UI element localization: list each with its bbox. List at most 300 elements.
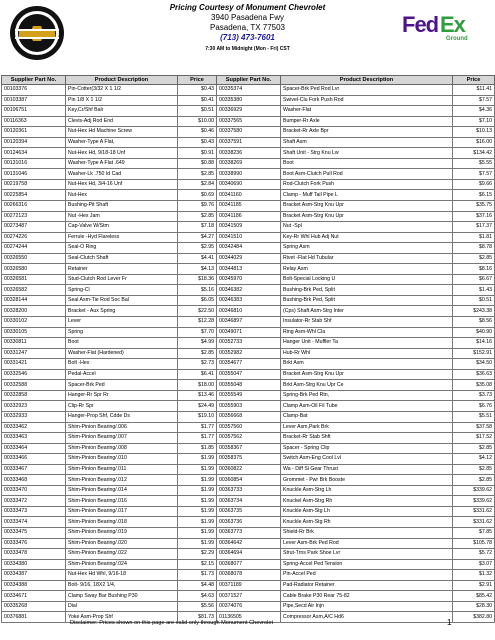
table-row <box>2 169 495 180</box>
table-row <box>2 443 495 454</box>
price-cell: $1.43 <box>453 285 495 296</box>
description-cell: Swivel-Clu Fork Push Rod <box>281 95 453 106</box>
price-cell: $2.85 <box>453 443 495 454</box>
price-cell: $1.99 <box>178 485 217 496</box>
description-cell: Bracket Asm-Strg Knu Upr <box>281 211 453 222</box>
price-cell: $85.42 <box>453 591 495 602</box>
part-number-cell: 00334387 <box>2 570 66 581</box>
description-cell: Hub-Rr Whl <box>281 348 453 359</box>
price-cell: $17.52 <box>453 433 495 444</box>
price-cell: $1.99 <box>178 475 217 486</box>
table-row <box>2 95 495 106</box>
price-cell: $37.16 <box>453 211 495 222</box>
price-cell: $152.91 <box>453 348 495 359</box>
description-cell: Lever <box>66 317 178 328</box>
fedex-logo-ex: Ex <box>440 12 465 37</box>
description-cell: Lever Asm,Park Brk <box>281 422 453 433</box>
description-cell: Spring Asm <box>281 243 453 254</box>
table-row <box>2 348 495 359</box>
description-cell: Washer-Type A Flat .649 <box>66 158 178 169</box>
description-cell: Shim-Pinion Bearing/.020 <box>66 538 178 549</box>
price-cell: $13.46 <box>178 390 217 401</box>
column-header-description: Product Description <box>66 76 178 85</box>
part-number-cell: 00341185 <box>217 201 281 212</box>
description-cell: Shield-Rr Brk <box>281 527 453 538</box>
part-number-cell: 00344813 <box>217 264 281 275</box>
table-header-row <box>2 76 495 85</box>
description-cell: Pin-Cotter(3/32 X 1 1/2 <box>66 85 178 96</box>
part-number-cell: 00336929 <box>217 106 281 117</box>
part-number-cell: 00334380 <box>2 559 66 570</box>
price-cell: $3.07 <box>453 559 495 570</box>
price-cell: $339.62 <box>453 485 495 496</box>
table-row <box>2 317 495 328</box>
description-cell: Spacer-Brk Ped <box>66 380 178 391</box>
price-cell: $19.10 <box>178 411 217 422</box>
part-number-cell: 00346382 <box>217 285 281 296</box>
column-header-part-no: Supplier Part No. <box>217 76 281 85</box>
description-cell: Knuckel Asm-Strg Rh <box>281 496 453 507</box>
table-row <box>2 580 495 591</box>
price-cell: $2.73 <box>178 359 217 370</box>
price-cell: $1.99 <box>178 454 217 465</box>
table-row <box>2 127 495 138</box>
description-cell: Key-Rr Whl Hub Adj Nut <box>281 232 453 243</box>
price-cell: $0.91 <box>178 148 217 159</box>
price-cell: $2.91 <box>453 580 495 591</box>
part-number-cell: 00326580 <box>2 264 66 275</box>
description-cell: Shim-Pinion Bearing/.018 <box>66 517 178 528</box>
description-cell: Nut-Hex Hd Machine Screw <box>66 127 178 138</box>
description-cell: Bolt- 9/16, 18X2 1/4, <box>66 580 178 591</box>
price-cell: $18.36 <box>178 274 217 285</box>
part-number-cell: 00103387 <box>2 95 66 106</box>
part-number-cell: 00333472 <box>2 496 66 507</box>
description-cell: Clamp-Bat <box>281 411 453 422</box>
table-row <box>2 190 495 201</box>
table-row <box>2 559 495 570</box>
part-number-cell: 00342484 <box>217 243 281 254</box>
part-number-cell: 00338269 <box>217 158 281 169</box>
description-cell: Lever Asm-Brk Ped Rod <box>281 538 453 549</box>
part-number-cell: 00326581 <box>2 274 66 285</box>
description-cell: Nut-Hex Hd, 9/18-18 Unf <box>66 148 178 159</box>
price-cell: $3.73 <box>453 390 495 401</box>
description-cell: Nut-Hex Hd, 3/4-16 Unf <box>66 179 178 190</box>
description-cell: Dial <box>66 601 178 612</box>
part-number-cell: 00333474 <box>2 517 66 528</box>
table-row <box>2 211 495 222</box>
dealer-info <box>120 3 375 53</box>
price-cell: $4.41 <box>178 253 217 264</box>
description-cell: Clevis-Adj Rod End <box>66 116 178 127</box>
part-number-cell: 00332588 <box>2 380 66 391</box>
part-number-cell: 00355048 <box>217 380 281 391</box>
part-number-cell: 00330105 <box>2 327 66 338</box>
part-number-cell: 00335268 <box>2 601 66 612</box>
part-number-cell: 00333476 <box>2 538 66 549</box>
price-cell: $36.63 <box>453 369 495 380</box>
price-cell: $4.99 <box>178 338 217 349</box>
description-cell: Clamp Sway Bar Bushing P30 <box>66 591 178 602</box>
description-cell: Shim-Pinion Bearing/.024 <box>66 559 178 570</box>
price-cell: $81.73 <box>178 612 217 623</box>
part-number-cell: 00266316 <box>2 201 66 212</box>
part-number-cell: 00334671 <box>2 591 66 602</box>
price-cell: $382.80 <box>453 612 495 623</box>
description-cell: Shim-Pinion Bearing/.011 <box>66 464 178 475</box>
part-number-cell: 00368078 <box>217 570 281 581</box>
part-number-cell: 00120361 <box>2 127 66 138</box>
description-cell: Cable Brake P30 Rear 75-82 <box>281 591 453 602</box>
part-number-cell: 01136505 <box>217 612 281 623</box>
description-cell: Bushing-Brk Ped, Split <box>281 295 453 306</box>
description-cell: Shim-Pinion Bearing/.008 <box>66 443 178 454</box>
part-number-cell: 00219758 <box>2 179 66 190</box>
part-number-cell: 00341160 <box>217 190 281 201</box>
price-cell: $0.43 <box>178 85 217 96</box>
price-cell: $37.58 <box>453 422 495 433</box>
price-cell: $24.49 <box>178 401 217 412</box>
table-row <box>2 338 495 349</box>
page-number: 1 <box>447 618 452 627</box>
description-cell: Shim-Pinion Bearing/.022 <box>66 549 178 560</box>
description-cell: Shaft Unit - Strg Knu Lw <box>281 148 453 159</box>
price-cell: $1.99 <box>178 538 217 549</box>
description-cell: Shim-Pinion Bearing/.014 <box>66 485 178 496</box>
description-cell: Spring-Accel Ped Tension <box>281 559 453 570</box>
table-row <box>2 369 495 380</box>
price-cell: $1.32 <box>453 570 495 581</box>
table-row <box>2 517 495 528</box>
price-cell: $5.56 <box>178 601 217 612</box>
part-number-cell: 00333462 <box>2 422 66 433</box>
price-cell: $1.81 <box>453 232 495 243</box>
part-number-cell: 00355047 <box>217 369 281 380</box>
part-number-cell: 00363773 <box>217 527 281 538</box>
part-number-cell: 00333466 <box>2 454 66 465</box>
part-number-cell: 00333463 <box>2 433 66 444</box>
table-row <box>2 475 495 486</box>
part-number-cell: 00345970 <box>217 274 281 285</box>
part-number-cell: 00116363 <box>2 116 66 127</box>
description-cell: Brkt Asm <box>281 359 453 370</box>
description-cell: Bracket Asm-Strg Knu Upr <box>281 369 453 380</box>
description-cell: Brkt Asm-Strg Knu Upr Ce <box>281 380 453 391</box>
description-cell: Spring <box>66 327 178 338</box>
table-row <box>2 148 495 159</box>
description-cell: Bushing-Brk Ped, Split <box>281 285 453 296</box>
parts-price-table <box>1 75 495 623</box>
page-footer <box>0 618 495 632</box>
description-cell: Stud-Clutch Rod Lever Fr <box>66 274 178 285</box>
part-number-cell: 00334388 <box>2 580 66 591</box>
part-number-cell: 00337565 <box>217 116 281 127</box>
description-cell: Insulator-Rr Stab Shf <box>281 317 453 328</box>
description-cell: Shim-Pinion Bearing/.007 <box>66 433 178 444</box>
phone-number: (713) 473-7601 <box>220 33 275 42</box>
description-cell: Shim-Pinion Bearing/.016 <box>66 496 178 507</box>
table-row <box>2 433 495 444</box>
column-header-price: Price <box>178 76 217 85</box>
part-number-cell: 00355903 <box>217 401 281 412</box>
description-cell: Clamp - Muff Tail Pipe L <box>281 190 453 201</box>
part-number-cell: 00337580 <box>217 127 281 138</box>
part-number-cell: 00352982 <box>217 348 281 359</box>
part-number-cell: 00355549 <box>217 390 281 401</box>
price-cell: $105.78 <box>453 538 495 549</box>
description-cell: Seal-Clutch Shaft <box>66 253 178 264</box>
description-cell: Nut -Spl <box>281 222 453 233</box>
table-row <box>2 285 495 296</box>
part-number-cell: 00335374 <box>217 85 281 96</box>
price-cell: $1.73 <box>178 570 217 581</box>
description-cell: Hanger-Rr Spr Rr <box>66 390 178 401</box>
part-number-cell: 00358375 <box>217 454 281 465</box>
table-row <box>2 506 495 517</box>
part-number-cell: 00346810 <box>217 306 281 317</box>
part-number-cell: 00330811 <box>2 338 66 349</box>
part-number-cell: 00273487 <box>2 222 66 233</box>
table-row <box>2 527 495 538</box>
part-number-cell: 00335380 <box>217 95 281 106</box>
part-number-cell: 00328200 <box>2 306 66 317</box>
part-number-cell: 00332933 <box>2 411 66 422</box>
description-cell: Shim-Pinion Bearing/.017 <box>66 506 178 517</box>
part-number-cell: 00338236 <box>217 148 281 159</box>
price-cell: $8.56 <box>453 317 495 328</box>
part-number-cell: 00376881 <box>2 612 66 623</box>
table-row <box>2 201 495 212</box>
part-number-cell: 00354677 <box>217 359 281 370</box>
price-cell: $18.00 <box>178 380 217 391</box>
part-number-cell: 00358367 <box>217 443 281 454</box>
price-cell: $7.70 <box>178 327 217 338</box>
price-cell: $35.75 <box>453 201 495 212</box>
price-cell: $2.85 <box>453 464 495 475</box>
table-row <box>2 137 495 148</box>
description-cell: Bracket Asm-Strg Knu Upr <box>281 201 453 212</box>
table-row <box>2 222 495 233</box>
description-cell: Wa - Diff Si Gear Thrust <box>281 464 453 475</box>
description-cell: Rod-Clutch Fork Push <box>281 179 453 190</box>
part-number-cell: 00357560 <box>217 422 281 433</box>
price-cell: $2.85 <box>178 348 217 359</box>
part-number-cell: 00124634 <box>2 148 66 159</box>
description-cell: Pin-Accel Ped <box>281 570 453 581</box>
price-cell: $9.76 <box>178 201 217 212</box>
table-row <box>2 401 495 412</box>
price-cell: $35.08 <box>453 380 495 391</box>
part-number-cell: 00360854 <box>217 475 281 486</box>
price-cell: $8.78 <box>453 243 495 254</box>
part-number-cell: 00371527 <box>217 591 281 602</box>
description-cell: Spring-Cl <box>66 285 178 296</box>
description-cell: Washer-Flat <box>281 106 453 117</box>
part-number-cell: 00363736 <box>217 517 281 528</box>
description-cell: Grommet - Pwr Brk Booste <box>281 475 453 486</box>
description-cell: Spacer - Spring Clip <box>281 443 453 454</box>
table-row <box>2 106 495 117</box>
column-header-description: Product Description <box>281 76 453 85</box>
description-cell: Compressor Asm,A/C Hd6 <box>281 612 453 623</box>
part-number-cell: 00349071 <box>217 327 281 338</box>
part-number-cell: 00360822 <box>217 464 281 475</box>
price-cell: $134.42 <box>453 148 495 159</box>
dealer-name: Pricing Courtesy of Monument Chevrolet <box>169 3 326 12</box>
price-cell: $1.99 <box>178 506 217 517</box>
table-row <box>2 496 495 507</box>
description-cell: Seal-O Ring <box>66 243 178 254</box>
price-cell: $12.28 <box>178 317 217 328</box>
table-row <box>2 411 495 422</box>
table-row <box>2 464 495 475</box>
fedex-logo-fed: Fed <box>402 12 439 37</box>
price-cell: $1.77 <box>178 422 217 433</box>
price-cell: $2.15 <box>178 559 217 570</box>
description-cell: Bushing-Pit Shaft <box>66 201 178 212</box>
fedex-ground-logo <box>402 12 472 50</box>
table-row <box>2 591 495 602</box>
part-number-cell: 00346897 <box>217 317 281 328</box>
description-cell: Hanger Unit - Muffler Ta <box>281 338 453 349</box>
description-cell: (Cps) Shaft Asm-Strg Inter <box>281 306 453 317</box>
part-number-cell: 00368077 <box>217 559 281 570</box>
price-cell: $5.16 <box>178 285 217 296</box>
part-number-cell: 00363733 <box>217 485 281 496</box>
part-number-cell: 00330102 <box>2 317 66 328</box>
table-row <box>2 158 495 169</box>
price-cell: $6.41 <box>178 369 217 380</box>
description-cell: Spring-Brk Ped Rtn, <box>281 390 453 401</box>
price-cell: $4.48 <box>178 580 217 591</box>
part-number-cell: 00333475 <box>2 527 66 538</box>
description-cell: Retainer <box>66 264 178 275</box>
description-cell: Bolt-Special Locking U <box>281 274 453 285</box>
description-cell: Ring Asm-Whl Cla <box>281 327 453 338</box>
table-row <box>2 601 495 612</box>
table-row <box>2 264 495 275</box>
part-number-cell: 00274226 <box>2 232 66 243</box>
table-row <box>2 380 495 391</box>
price-cell: $6.67 <box>453 274 495 285</box>
part-number-cell: 00274244 <box>2 243 66 254</box>
description-cell: Shim-Pinion Bearing/.012 <box>66 475 178 486</box>
part-number-cell: 00364642 <box>217 538 281 549</box>
description-cell: Boot <box>66 338 178 349</box>
price-cell: $34.50 <box>453 359 495 370</box>
part-number-cell: 00328144 <box>2 295 66 306</box>
part-number-cell: 00364694 <box>217 549 281 560</box>
description-cell: Pad-Radiator Retainer <box>281 580 453 591</box>
price-cell: $0.43 <box>178 137 217 148</box>
price-cell: $6.05 <box>178 295 217 306</box>
part-number-cell: 00332923 <box>2 401 66 412</box>
price-cell: $7.57 <box>453 169 495 180</box>
part-number-cell: 00340690 <box>217 179 281 190</box>
part-number-cell: 00374076 <box>217 601 281 612</box>
part-number-cell: 00341510 <box>217 232 281 243</box>
price-cell: $5.51 <box>453 411 495 422</box>
price-cell: $0.88 <box>178 158 217 169</box>
table-row <box>2 485 495 496</box>
description-cell: Bumper-Rr Axle <box>281 116 453 127</box>
description-cell: Nut -Hex Jam <box>66 211 178 222</box>
table-row <box>2 549 495 560</box>
description-cell: Strut-Trns Park Shoe Lvr <box>281 549 453 560</box>
price-cell: $7.10 <box>453 116 495 127</box>
description-cell: Nut-Hex <box>66 190 178 201</box>
part-number-cell: 00332858 <box>2 390 66 401</box>
price-cell: $0.69 <box>178 190 217 201</box>
price-cell: $4.27 <box>178 232 217 243</box>
price-cell: $22.50 <box>178 306 217 317</box>
part-number-cell: 00272123 <box>2 211 66 222</box>
price-cell: $7.85 <box>453 527 495 538</box>
price-cell: $7.57 <box>453 95 495 106</box>
price-cell: $1.77 <box>178 433 217 444</box>
table-row <box>2 570 495 581</box>
description-cell: Clip-Rr Spr <box>66 401 178 412</box>
part-number-cell: 00326582 <box>2 285 66 296</box>
price-cell: $2.85 <box>178 211 217 222</box>
price-cell: $243.38 <box>453 306 495 317</box>
price-cell: $14.16 <box>453 338 495 349</box>
description-cell: Cap-Valve W/Stm <box>66 222 178 233</box>
part-number-cell: 00333470 <box>2 485 66 496</box>
price-cell: $16.00 <box>453 137 495 148</box>
table-row <box>2 243 495 254</box>
price-cell: $8.16 <box>453 264 495 275</box>
column-header-price: Price <box>453 76 495 85</box>
description-cell: Knuckle Asm-Stg Rh <box>281 517 453 528</box>
price-cell: $331.62 <box>453 506 495 517</box>
address-line-2: Pasadena, TX 77503 <box>209 23 286 32</box>
column-header-part-no: Supplier Part No. <box>2 76 66 85</box>
description-cell: Spacer-Brk Ped Rod Lvr <box>281 85 453 96</box>
disclaimer-text: Disclaimer: Prices shown on this page are valid only through Monument Chevrolet <box>70 620 274 626</box>
table-row <box>2 232 495 243</box>
part-number-cell: 00341186 <box>217 211 281 222</box>
part-number-cell: 00363735 <box>217 506 281 517</box>
price-cell: $0.41 <box>178 95 217 106</box>
part-number-cell: 00326550 <box>2 253 66 264</box>
table-row <box>2 359 495 370</box>
description-cell: Pin 1/8 X 1 1/2 <box>66 95 178 106</box>
price-cell: $10.13 <box>453 127 495 138</box>
description-cell: Washer-Type A Flat, <box>66 137 178 148</box>
description-cell: Bracket-Rr Stab Shft <box>281 433 453 444</box>
price-cell: $9.66 <box>453 179 495 190</box>
part-number-cell: 00331247 <box>2 348 66 359</box>
part-number-cell: 00356668 <box>217 411 281 422</box>
address-line-1: 3940 Pasadena Fwy <box>211 13 284 22</box>
description-cell: Boot <box>281 158 453 169</box>
price-cell: $339.62 <box>453 496 495 507</box>
description-cell: Seal Asm-Tie Rod Soc Bal <box>66 295 178 306</box>
table-row <box>2 327 495 338</box>
price-cell: $2.95 <box>178 243 217 254</box>
price-cell: $0.46 <box>178 127 217 138</box>
description-cell: Relay Asm <box>281 264 453 275</box>
price-cell: $4.13 <box>178 264 217 275</box>
fedex-logo-ground: Ground <box>446 36 468 42</box>
table-row <box>2 422 495 433</box>
description-cell: Bolt -Hex <box>66 359 178 370</box>
part-number-cell: 00337591 <box>217 137 281 148</box>
part-number-cell: 00131016 <box>2 158 66 169</box>
description-cell: Key,Cr/Shf Balr <box>66 106 178 117</box>
